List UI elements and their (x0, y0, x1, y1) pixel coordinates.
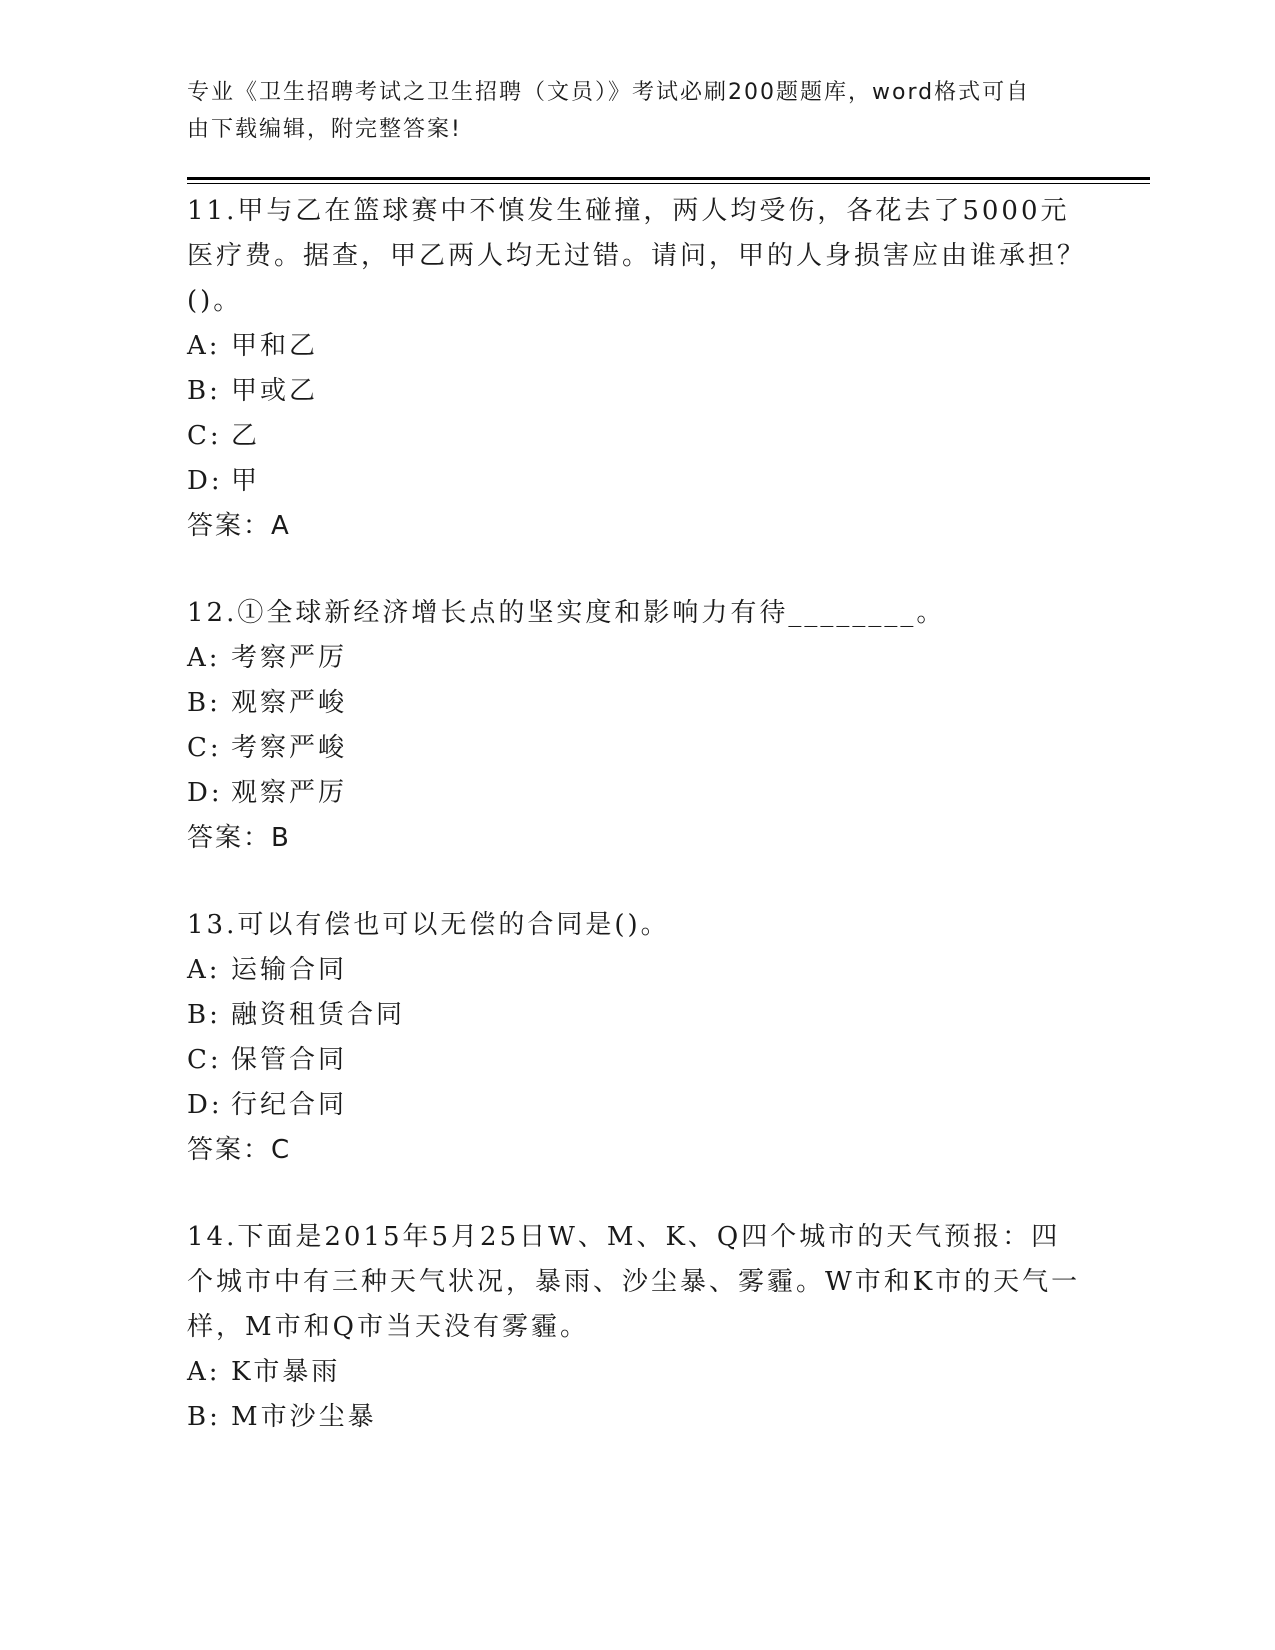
option-b (187, 1395, 1087, 1440)
question-stem: 11.甲与乙在篮球赛中不慎发生碰撞，两人均受伤，各花去了5000元医疗费。据查，甲乙两人均无过错。请问，甲的人身损害应由谁承担？()。 (187, 196, 1087, 316)
option-letter: A: (187, 331, 221, 361)
option-a (187, 948, 1087, 993)
option-a (187, 1350, 1087, 1395)
option-text: 运输合同 (231, 955, 348, 985)
option-text: 保管合同 (231, 1045, 348, 1075)
option-a (187, 636, 1087, 681)
option-letter: B: (187, 688, 221, 718)
header-divider-thin (187, 183, 1150, 184)
option-text: 甲 (231, 466, 261, 496)
option-c (187, 726, 1087, 771)
option-d (187, 459, 1087, 504)
option-text: M市沙尘暴 (231, 1402, 377, 1432)
option-letter: A: (187, 955, 221, 985)
option-text: 融资租赁合同 (231, 1000, 406, 1030)
option-b (187, 369, 1087, 414)
option-text: 乙 (231, 421, 261, 451)
option-text: 观察严厉 (231, 778, 348, 808)
option-letter: A: (187, 1357, 221, 1387)
option-text: 观察严峻 (231, 688, 348, 718)
option-letter: C: (187, 1045, 222, 1075)
question-list (187, 189, 1087, 1482)
option-letter: B: (187, 1402, 221, 1432)
option-letter: C: (187, 733, 222, 763)
option-letter: B: (187, 1000, 221, 1030)
question-stem: 12.①全球新经济增长点的坚实度和影响力有待________。 (187, 598, 946, 628)
question-11 (187, 189, 1087, 549)
question-stem: 14.下面是2015年5月25日W、M、K、Q四个城市的天气预报：四个城市中有三种天气状况，暴雨、沙尘暴、雾霾。W市和K市的天气一样，M市和Q市当天没有雾霾。 (187, 1222, 1081, 1342)
option-c (187, 414, 1087, 459)
question-12 (187, 591, 1087, 861)
question-13 (187, 903, 1087, 1173)
header-line-1: 专业《卫生招聘考试之卫生招聘（文员）》考试必刷200题题库，word格式可自 (187, 80, 1031, 105)
option-text: K市暴雨 (231, 1357, 341, 1387)
answer-line: 答案：A (187, 511, 291, 541)
answer-line: 答案：C (187, 1135, 292, 1165)
header-divider-thick (187, 177, 1150, 180)
option-text: 考察严厉 (231, 643, 348, 673)
option-b (187, 993, 1087, 1038)
document-header (187, 74, 1067, 148)
option-c (187, 1038, 1087, 1083)
option-letter: B: (187, 376, 221, 406)
option-text: 行纪合同 (231, 1090, 348, 1120)
option-letter: D: (187, 466, 223, 496)
option-letter: D: (187, 1090, 223, 1120)
header-line-2: 由下载编辑，附完整答案! (187, 117, 462, 142)
answer-line: 答案：B (187, 823, 291, 853)
option-text: 甲和乙 (231, 331, 319, 361)
option-b (187, 681, 1087, 726)
option-a (187, 324, 1087, 369)
option-d (187, 771, 1087, 816)
option-text: 甲或乙 (231, 376, 319, 406)
option-d (187, 1083, 1087, 1128)
option-letter: D: (187, 778, 223, 808)
question-14 (187, 1215, 1087, 1440)
option-text: 考察严峻 (231, 733, 348, 763)
question-stem: 13.可以有偿也可以无偿的合同是()。 (187, 910, 670, 940)
option-letter: C: (187, 421, 222, 451)
option-letter: A: (187, 643, 221, 673)
